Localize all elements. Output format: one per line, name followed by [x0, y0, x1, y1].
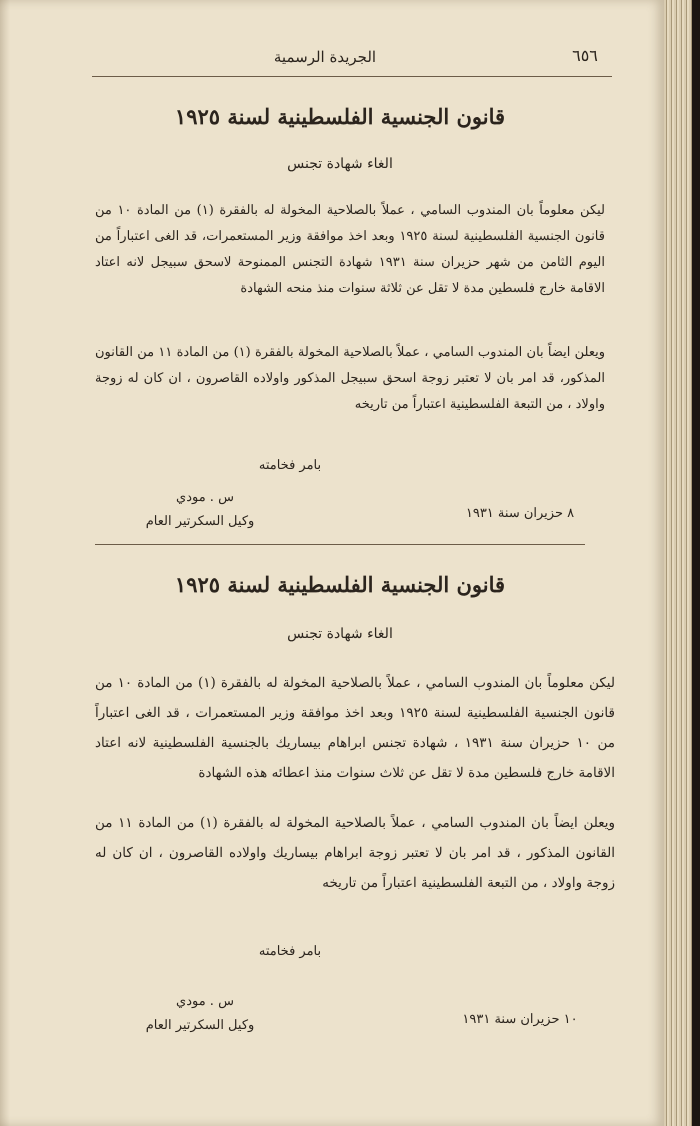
- notice-2-signatory: س . مودي: [176, 994, 234, 1009]
- notice-2-date: ١٠ حزيران سنة ١٩٣١: [462, 1012, 578, 1027]
- notice-2-paragraph-2: ويعلن ايضاً بان المندوب السامي ، عملاً بالصلاحية المخولة له بالفقرة (١) من المادة ١١ من القانون المذكور ، قد امر بان لا تعتبر زوجة ابراهام بيساريك واولاده القاصرون ، ان كان له زوجة واولاد ، من التبعة الفلسطينية اعتباراً من تاريخه: [95, 815, 615, 891]
- notice-1-paragraph-1: ليكن معلوماً بان المندوب السامي ، عملاً بالصلاحية المخولة له بالفقرة (١) من المادة ١٠ من قانون الجنسية الفلسطينية لسنة ١٩٢٥ وبعد اخذ موافقة وزير المستعمرات، قد الغى اعتباراً من اليوم الثامن من شهر حزيران سنة ١٩٣١ شهادة التجنس الممنوحة لاسحق سبيجل لانه اعتاد الاقامة خارج فلسطين مدة لا تقل عن ثلاثة سنوات منذ منحه الشهادة: [95, 203, 606, 296]
- notice-1-signatory-title: وكيل السكرتير العام: [145, 514, 255, 529]
- page-number: ٦٥٦: [572, 46, 598, 65]
- page-gutter-shadow: [0, 0, 10, 1126]
- notice-2-paragraph-1: ليكن معلوماً بان المندوب السامي ، عملاً بالصلاحية المخولة له بالفقرة (١) من المادة ١٠ من قانون الجنسية الفلسطينية لسنة ١٩٢٥ وبعد اخذ موافقة وزير المستعمرات ، قد الغى اعتباراً من ١٠ حزيران سنة ١٩٣١ ، شهادة تجنس ابراهام بيساريك بالجنسية الفلسطينية لانه اعتاد الاقامة خارج فلسطين مدة لا تقل عن ثلاث سنوات منذ اعطائه هذه الشهادة: [95, 675, 615, 781]
- notice-2-title: قانون الجنسية الفلسطينية لسنة ١٩٢٥: [174, 572, 506, 597]
- notice-1-subtitle: الغاء شهادة تجنس: [287, 156, 393, 172]
- notice-1-order: بامر فخامته: [258, 458, 322, 473]
- section-divider: [95, 544, 585, 545]
- notice-2-subtitle: الغاء شهادة تجنس: [287, 626, 393, 642]
- notice-1-signatory: س . مودي: [176, 490, 234, 505]
- header-rule: [92, 76, 612, 77]
- notice-2-signatory-title: وكيل السكرتير العام: [145, 1018, 255, 1033]
- notice-1-title: قانون الجنسية الفلسطينية لسنة ١٩٢٥: [174, 104, 506, 129]
- book-page-edges: [664, 0, 700, 1126]
- notice-1-date: ٨ حزيران سنة ١٩٣١: [465, 506, 575, 521]
- running-header-title: الجريدة الرسمية: [273, 48, 377, 66]
- notice-1-paragraph-2: ويعلن ايضاً بان المندوب السامي ، عملاً بالصلاحية المخولة بالفقرة (١) من المادة ١١ من القانون المذكور، قد امر بان لا تعتبر زوجة اسحق سبيجل المذكور واولاده القاصرون ، ان كان له زوجة واولاد ، من التبعة الفلسطينية اعتباراً من تاريخه: [95, 345, 605, 412]
- notice-2-order: بامر فخامته: [258, 944, 322, 959]
